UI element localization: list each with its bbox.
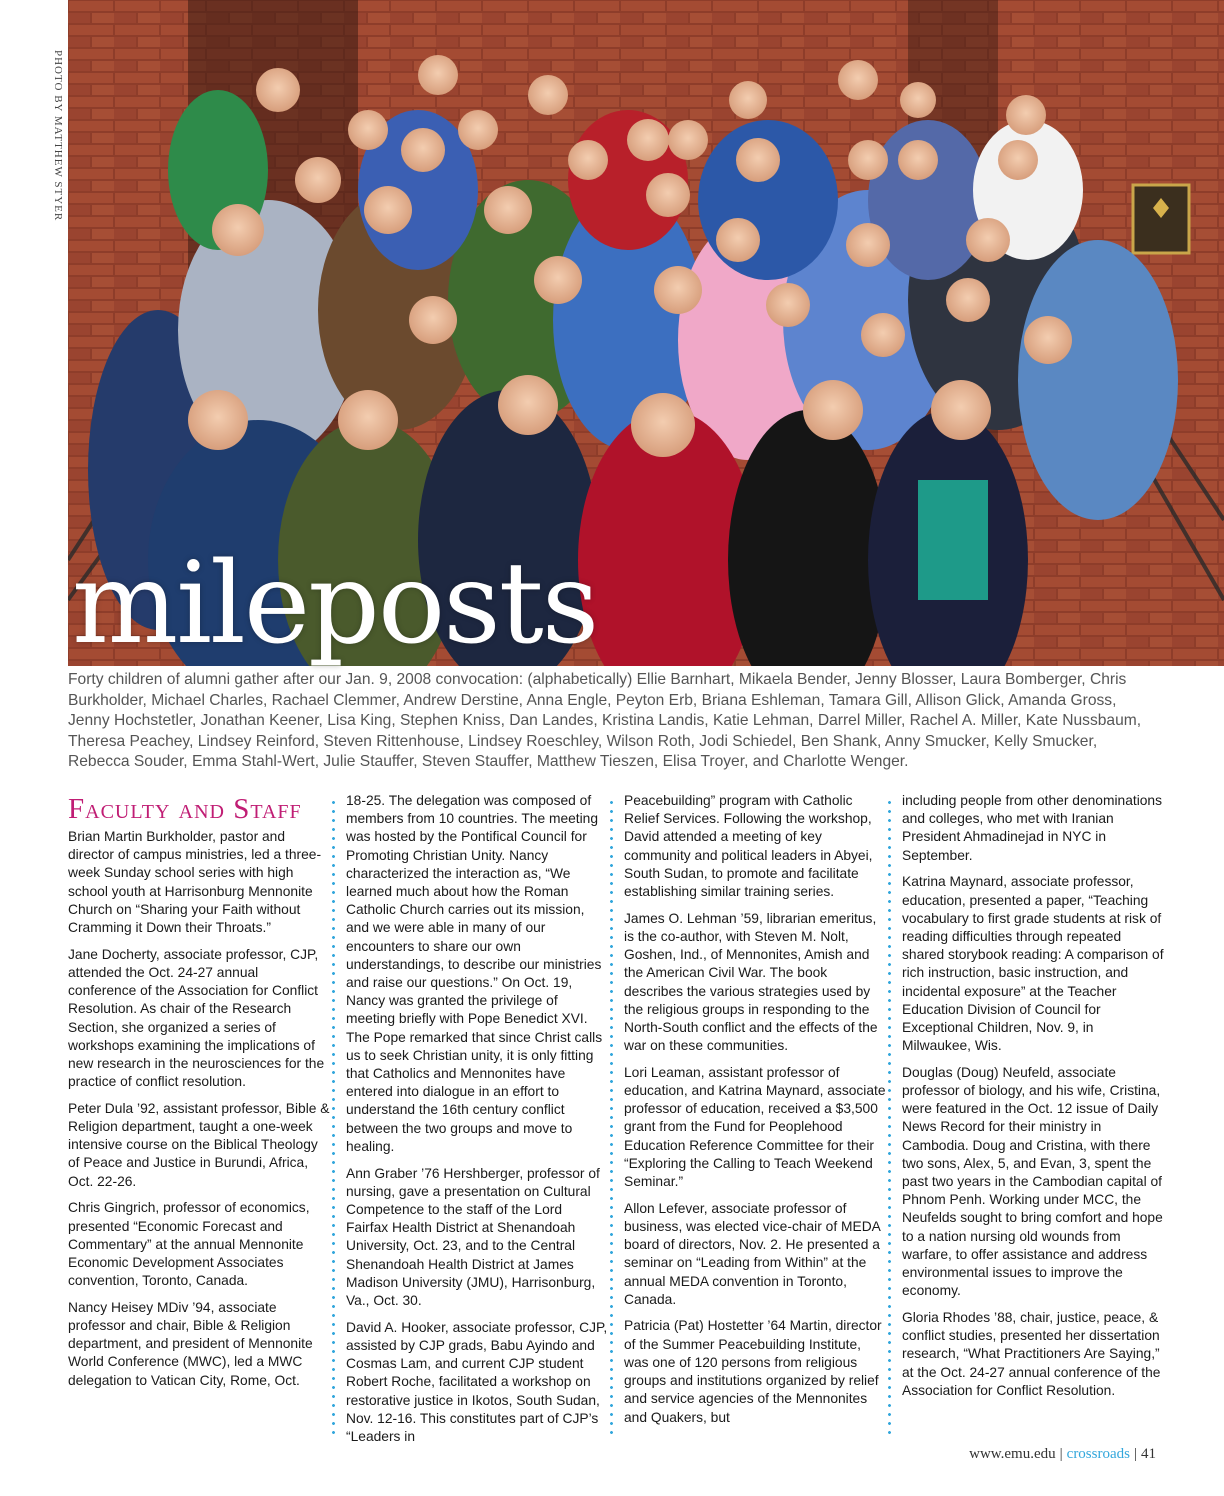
paragraph: Patricia (Pat) Hostetter ’64 Martin, director of the Summer Peacebuilding Institute, was one of 120 persons from religious groups and institutions organized by relief and service agencies of the Mennonites and Quakers, but	[624, 1318, 882, 1425]
paragraph: Chris Gingrich, professor of economics, presented “Economic Forecast and Commentary” at the annual Mennonite Economic Development Associates convention, Toronto, Canada.	[68, 1200, 310, 1289]
column-divider	[888, 798, 891, 1438]
page-number: 41	[1141, 1446, 1156, 1462]
page-footer: www.emu.edu | crossroads | 41	[969, 1446, 1156, 1462]
website-link[interactable]: www.emu.edu	[969, 1446, 1056, 1462]
photo-caption: Forty children of alumni gather after our Jan. 9, 2008 convocation: (alphabetically) Ellie Barnhart, Mikaela Bender, Jenny Blosser, Laura Bomberger, Chris Burkholder, Michael Charles, Rachael Clemmer, Andrew Derstine, Anna Engle, Peyton Erb, Briana Eshleman, Tamara Gill, Allison Glick, Amanda Gross, Jenny Hochstetler, Jonathan Keener, Lisa King, Stephen Kniss, Dan Landes, Kristina Landis, Katie Lehman, Darrel Miller, Rachel A. Miller, Kate Nussbaum, Theresa Peachey, Lindsey Reinford, Steven Rittenhouse, Lindsey Roeschley, Wilson Roth, Jodi Schiedel, Ben Shank, Anny Smucker, Kelly Smucker, Rebecca Souder, Emma Stahl-Wert, Julie Stauffer, Steven Stauffer, Matthew Tieszen, Elisa Troyer, and Charlotte Wenger.	[68, 671, 1142, 771]
paragraph: Brian Martin Burkholder, pastor and director of campus ministries, led a three-week Sunday school series with high school youth at Harrisonburg Mennonite Church on “Sharing your Faith without Cramming it Down their Throats.”	[68, 829, 322, 936]
text-column-4	[902, 792, 1164, 1409]
paragraph: David A. Hooker, associate professor, CJP, assisted by CJP grads, Babu Ayindo and Cosmas Lam, and current CJP student Robert Roche, facilitated a workshop on restorative justice in Ikotos, South Sudan, Nov. 12-16. This constitutes part of CJP’s “Leaders in	[346, 1319, 608, 1444]
text-column-1	[68, 794, 330, 1398]
paragraph: including people from other denominations and colleges, who met with Iranian President Ahmadinejad in NYC in September.	[902, 793, 1163, 863]
paragraph: Ann Graber ’76 Hershberger, professor of nursing, gave a presentation on Cultural Competence to the staff of the Lord Fairfax Health District at Shenandoah University, Oct. 23, and to the Central Shenandoah Health District at James Madison University (JMU), Harrisonburg, Va., Oct. 30.	[346, 1165, 600, 1308]
column-divider	[610, 798, 613, 1438]
section-heading: Faculty and Staff	[68, 793, 302, 825]
paragraph: James O. Lehman ’59, librarian emeritus, is the co-author, with Steven M. Nolt, Goshen, Ind., of Mennonites, Amish and the American Civil War. The book describes the various strategies used by the religious groups in responding to the North-South conflict and the effects of the war on these communities.	[624, 910, 878, 1054]
paragraph: 18-25. The delegation was composed of members from 10 countries. The meeting was hosted by the Pontifical Council for Promoting Christian Unity. Nancy characterized the interaction as, “We learned much about how the Roman Catholic Church carries out its mission, and we were able in many of our encounters to share our own understandings, to describe our ministries and raise our questions.” On Oct. 19, Nancy was granted the privilege of meeting briefly with Pope Benedict XVI. The Pope remarked that since Christ calls us to seek Christian unity, it is only fitting that Catholics and Mennonites have entered into dialogue in an effort to understand the 16th century conflict between the two groups and move to healing.	[346, 793, 603, 1154]
paragraph: Katrina Maynard, associate professor, education, presented a paper, “Teaching vocabulary to first grade students at risk of reading difficulties through repeated shared storybook reading: A comparison of rich instruction, basic instruction, and incidental exposure” at the Teacher Education Division of Council for Exceptional Children, Nov. 9, in Milwaukee, Wis.	[902, 874, 1164, 1054]
text-column-2	[346, 792, 608, 1455]
paragraph: Peacebuilding” program with Catholic Relief Services. Following the workshop, David attended a meeting of key community and political leaders in Abyei, South Sudan, to promote and facilitate establishing similar training series.	[624, 793, 873, 900]
paragraph: Douglas (Doug) Neufeld, associate professor of biology, and his wife, Cristina, were featured in the Oct. 12 issue of Daily News Record for their ministry in Cambodia. Doug and Cristina, with there two sons, Alex, 5, and Evan, 3, spent the past two years in the Cambodian capital of Phnom Penh. Working under MCC, the Neufelds sought to bring comfort and hope to a nation nursing old wounds from warfare, to offer assistance and address environmental issues to improve the economy.	[902, 1064, 1163, 1299]
paragraph: Peter Dula ’92, assistant professor, Bible & Religion department, taught a one-week intensive course on the Biblical Theology of Peace and Justice in Burundi, Africa, Oct. 22-26.	[68, 1100, 330, 1189]
publication-name: crossroads	[1066, 1446, 1130, 1462]
column-divider	[332, 798, 335, 1438]
text-column-3	[624, 792, 886, 1435]
paragraph: Allon Lefever, associate professor of business, was elected vice-chair of MEDA board of directors, Nov. 2. He presented a seminar on “Leading from Within” at the annual MEDA convention in Toronto, Canada.	[624, 1200, 881, 1307]
masthead-title: mileposts	[72, 539, 598, 669]
paragraph: Gloria Rhodes ’88, chair, justice, peace, & conflict studies, presented her dissertation research, “What Practitioners Are Saying,” at the Oct. 24-27 annual conference of the Association for Conflict Resolution.	[902, 1309, 1161, 1398]
photo-credit: PHOTO BY MATTHEW STYER	[52, 50, 64, 222]
paragraph: Nancy Heisey MDiv ’94, associate professor and chair, Bible & Religion department, and president of Mennonite World Conference (MWC), led a MWC delegation to Vatican City, Rome, Oct.	[68, 1299, 313, 1388]
paragraph: Jane Docherty, associate professor, CJP, attended the Oct. 24-27 annual conference of the Association for Conflict Resolution. As chair of the Research Section, she organized a series of workshops examining the implications of new research in the neurosciences for the practice of conflict resolution.	[68, 946, 325, 1090]
paragraph: Lori Leaman, assistant professor of education, and Katrina Maynard, associate professor of education, received a $3,500 grant from the Fund for Peoplehood Education Reference Committee for their “Exploring the Calling to Teach Weekend Seminar.”	[624, 1064, 886, 1190]
